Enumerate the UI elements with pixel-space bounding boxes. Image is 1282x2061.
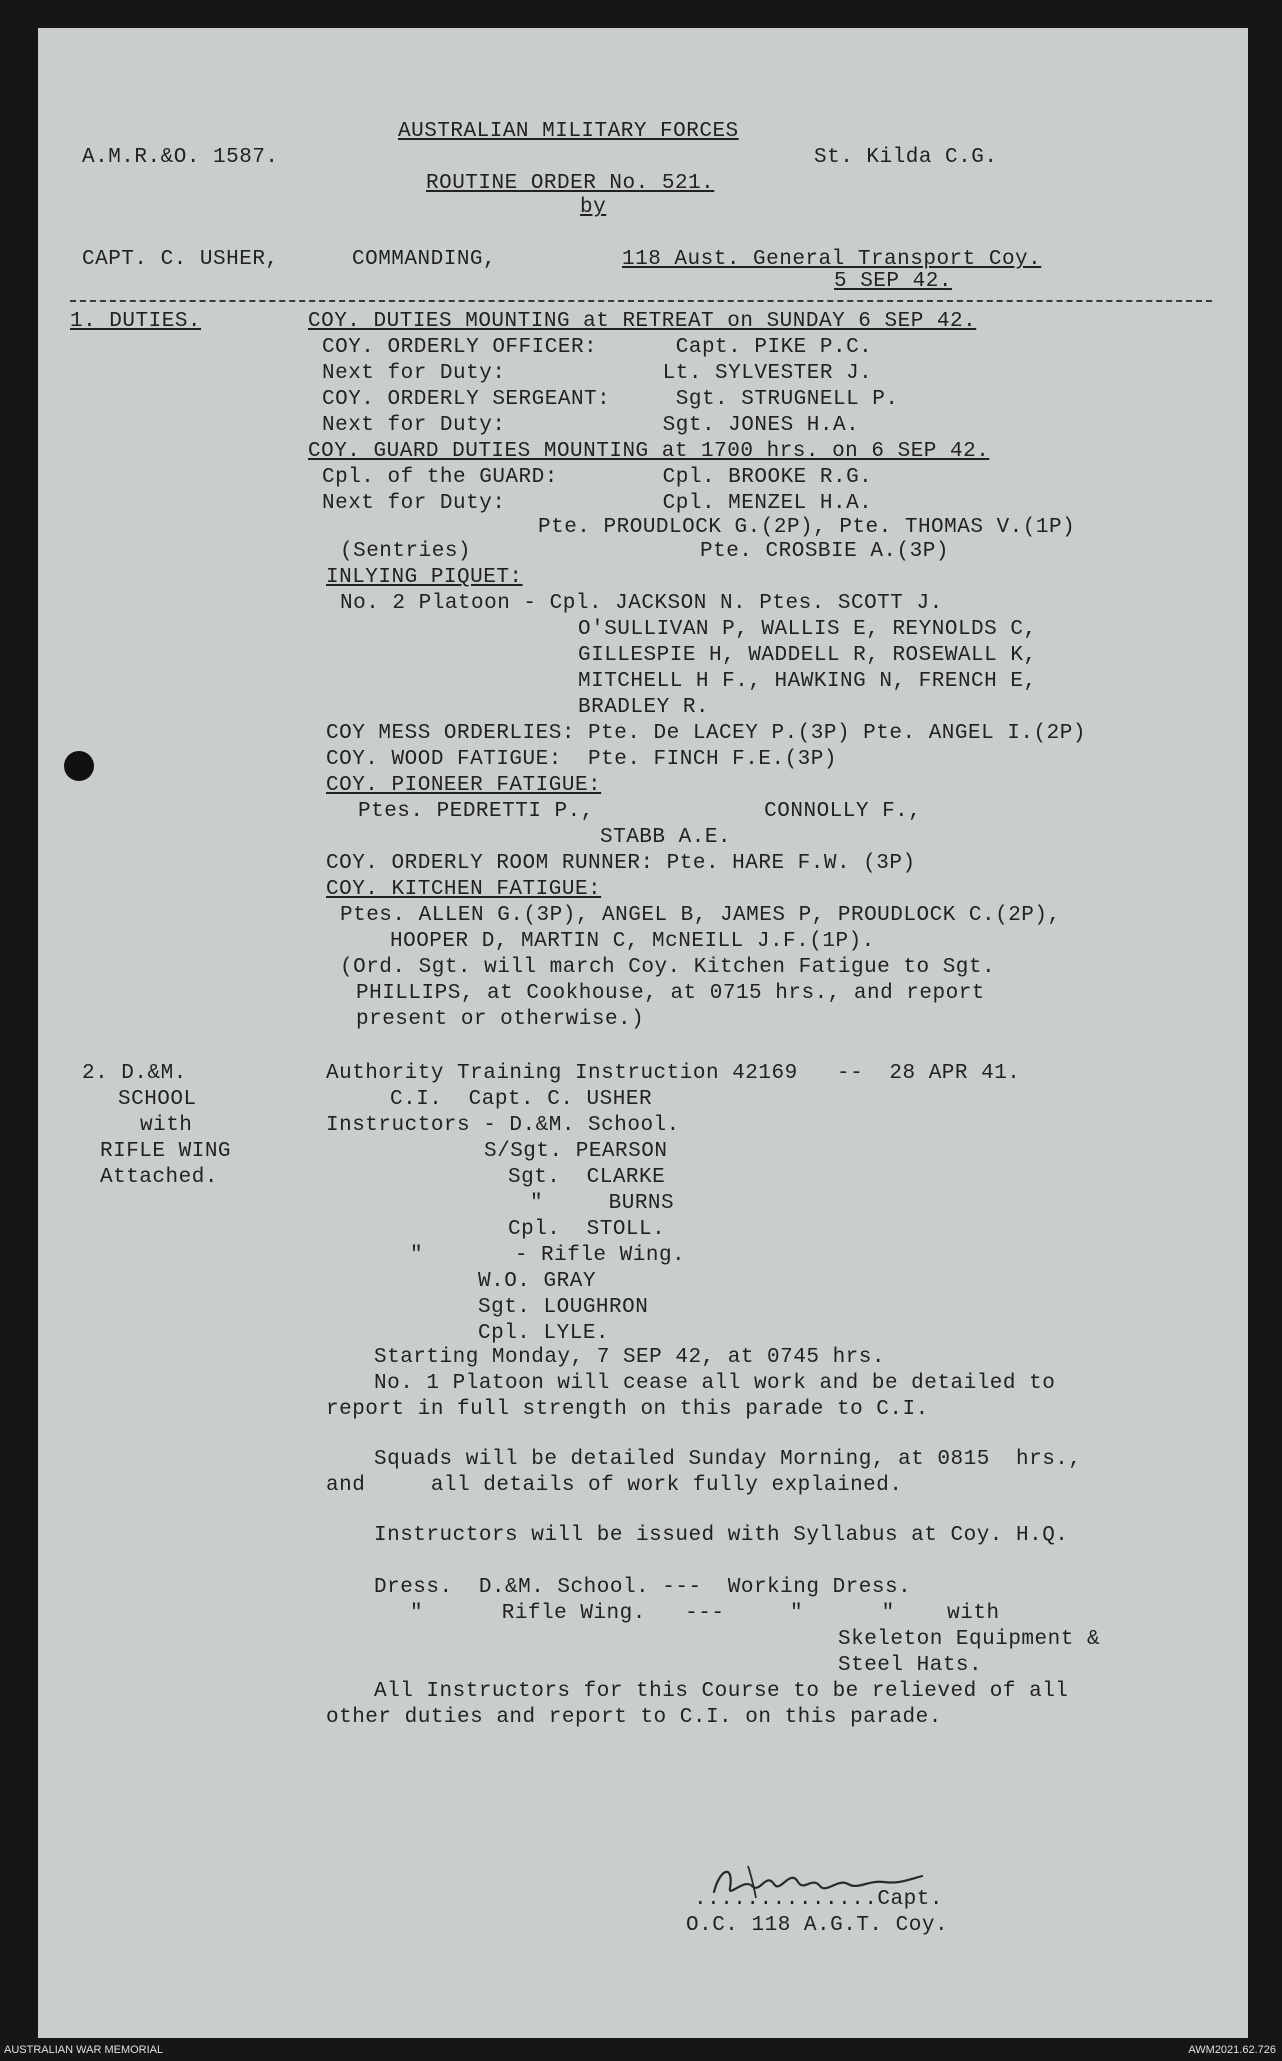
signature-title: O.C. 118 A.G.T. Coy. [686,1914,949,1937]
school-line: Sgt. CLARKE [508,1166,666,1189]
school-line: Squads will be detailed Sunday Morning, at 0815 hrs., [374,1448,1082,1471]
by-text: by [580,196,607,219]
duties-line: Next for Duty: Lt. SYLVESTER J. [322,362,873,385]
duties-line: (Sentries) [340,540,472,563]
duties-line: COY. KITCHEN FATIGUE: [326,878,602,901]
school-line: Steel Hats. [838,1654,983,1677]
duties-line: COY. DUTIES MOUNTING at RETREAT on SUNDAY 6 SEP 42. [308,310,977,333]
school-line: Authority Training Instruction 42169 -- 28 APR 41. [326,1062,1021,1085]
duties-line: COY. ORDERLY OFFICER: Capt. PIKE P.C. [322,336,873,359]
location: St. Kilda C.G. [814,146,998,169]
school-line: C.I. Capt. C. USHER [390,1088,653,1111]
section-school-heading: with [140,1114,193,1137]
school-line: Sgt. LOUGHRON [478,1296,649,1319]
school-line: Skeleton Equipment & [838,1628,1101,1651]
duties-line: COY MESS ORDERLIES: Pte. De LACEY P.(3P) Pte. ANGEL I.(2P) [326,722,1086,745]
punch-hole [64,751,94,781]
duties-line: O'SULLIVAN P, WALLIS E, REYNOLDS C, [578,618,1037,641]
forces-title: AUSTRALIAN MILITARY FORCES [398,120,739,143]
order-date: 5 SEP 42. [834,270,952,293]
duties-line: BRADLEY R. [578,696,710,719]
archive-reference: AWM2021.62.726 [1188,2044,1276,2056]
school-line: All Instructors for this Course to be relieved of all [374,1680,1069,1703]
unit-name: 118 Aust. General Transport Coy. [622,248,1042,271]
duties-line: Cpl. of the GUARD: Cpl. BROOKE R.G. [322,466,873,489]
school-line: Cpl. LYLE. [478,1322,610,1345]
duties-line: GILLESPIE H, WADDELL R, ROSEWALL K, [578,644,1037,667]
school-line: Starting Monday, 7 SEP 42, at 0745 hrs. [374,1346,885,1369]
duties-line: HOOPER D, MARTIN C, McNEILL J.F.(1P). [390,930,875,953]
duties-line: Next for Duty: Sgt. JONES H.A. [322,414,860,437]
school-line: Instructors - D.&M. School. [326,1114,680,1137]
order-number: ROUTINE ORDER No. 521. [426,172,715,195]
section-school-heading: SCHOOL [118,1088,197,1111]
duties-line: Ptes. PEDRETTI P., CONNOLLY F., [358,800,922,823]
school-line: " BURNS [530,1192,675,1215]
school-line: " Rifle Wing. --- " " with [410,1602,1000,1625]
section-duties-heading: 1. DUTIES. [70,310,202,333]
duties-line: Pte. PROUDLOCK G.(2P), Pte. THOMAS V.(1P) [538,516,1076,539]
header-divider [70,300,1212,302]
section-school-heading: Attached. [100,1166,218,1189]
duties-line: Ptes. ALLEN G.(3P), ANGEL B, JAMES P, PROUDLOCK C.(2P), [340,904,1061,927]
school-line: Instructors will be issued with Syllabus at Coy. H.Q. [374,1524,1069,1547]
duties-line: COY. ORDERLY ROOM RUNNER: Pte. HARE F.W. (3P) [326,852,916,875]
school-line: report in full strength on this parade to C.I. [326,1398,929,1421]
section-school-heading: 2. D.&M. [82,1062,187,1085]
duties-line: COY. ORDERLY SERGEANT: Sgt. STRUGNELL P. [322,388,899,411]
archive-credit: AUSTRALIAN WAR MEMORIAL [4,2044,164,2056]
duties-line: INLYING PIQUET: [326,566,523,589]
duties-line: No. 2 Platoon - Cpl. JACKSON N. Ptes. SCOTT J. [340,592,943,615]
duties-line: present or otherwise.) [356,1008,645,1031]
duties-line: (Ord. Sgt. will march Coy. Kitchen Fatigue to Sgt. [340,956,996,979]
duties-line: COY. GUARD DUTIES MOUNTING at 1700 hrs. on 6 SEP 42. [308,440,990,463]
duties-line: MITCHELL H F., HAWKING N, FRENCH E, [578,670,1037,693]
duties-line: Pte. CROSBIE A.(3P) [700,540,949,563]
duties-line: COY. WOOD FATIGUE: Pte. FINCH F.E.(3P) [326,748,837,771]
school-line: Cpl. STOLL. [508,1218,666,1241]
duties-line: Next for Duty: Cpl. MENZEL H.A. [322,492,873,515]
duties-line: COY. PIONEER FATIGUE: [326,774,602,797]
school-line: " - Rifle Wing. [410,1244,686,1267]
section-school-heading: RIFLE WING [100,1140,232,1163]
signature-rank: ..............Capt. [694,1888,943,1911]
commanding-officer: CAPT. C. USHER, [82,248,279,271]
school-line: S/Sgt. PEARSON [484,1140,668,1163]
school-line: other duties and report to C.I. on this parade. [326,1706,942,1729]
commanding-label: COMMANDING, [352,248,497,271]
school-line: and all details of work fully explained. [326,1474,903,1497]
duties-line: STABB A.E. [600,826,732,849]
school-line: W.O. GRAY [478,1270,596,1293]
duties-line: PHILLIPS, at Cookhouse, at 0715 hrs., and report [356,982,985,1005]
school-line: Dress. D.&M. School. --- Working Dress. [374,1576,912,1599]
order-reference: A.M.R.&O. 1587. [82,146,279,169]
school-line: No. 1 Platoon will cease all work and be detailed to [374,1372,1056,1395]
